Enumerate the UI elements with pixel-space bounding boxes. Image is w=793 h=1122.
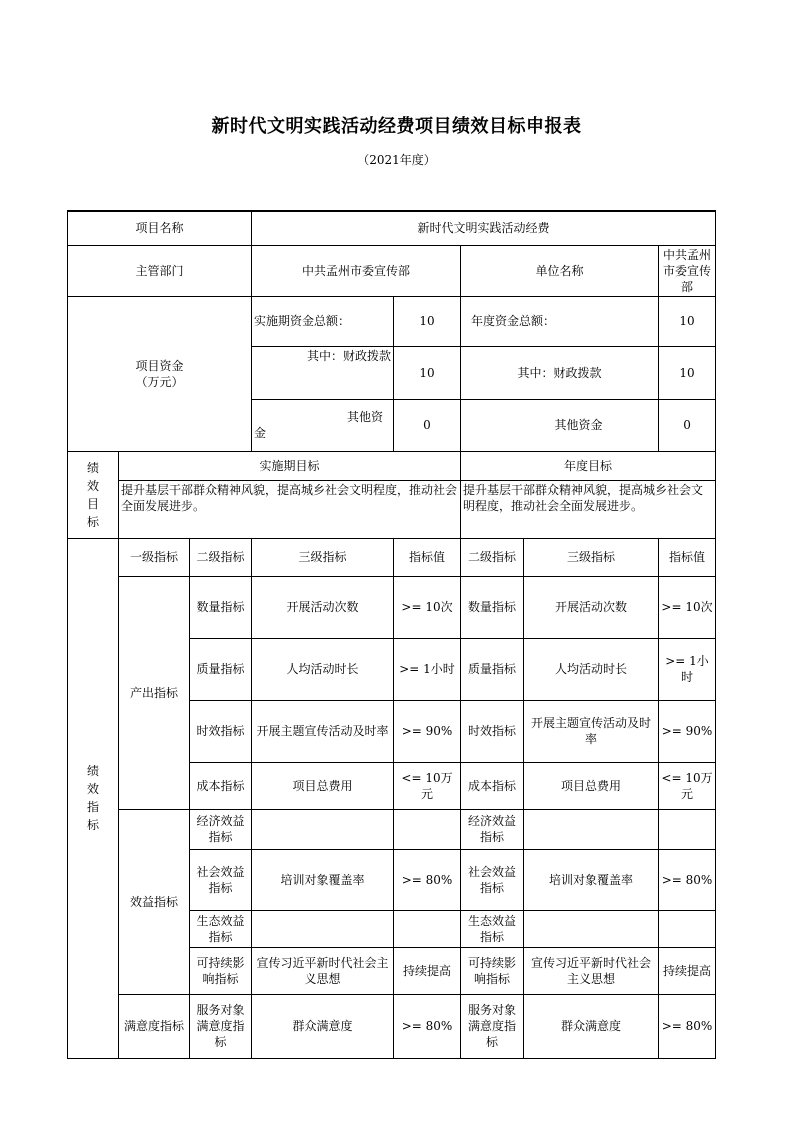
row-year-level2: 质量指标 — [461, 638, 524, 700]
year-total-label: 年度资金总额： — [461, 296, 659, 346]
year-goal-header: 年度目标 — [461, 451, 716, 480]
impl-total-value: 10 — [394, 296, 461, 346]
row-level2: 成本指标 — [190, 762, 252, 809]
row-value: >= 80% — [394, 994, 461, 1058]
performance-table — [67, 210, 716, 1059]
year-other-label: 其他资金 — [461, 399, 659, 451]
row-value — [394, 809, 461, 849]
goals-text-row — [68, 480, 716, 538]
project-name-row — [68, 211, 716, 245]
benefit-indicator-label: 效益指标 — [119, 809, 190, 994]
row-year-level2: 服务对象满意度指标 — [461, 994, 524, 1058]
row-level2: 生态效益指标 — [190, 910, 252, 947]
row-value — [394, 910, 461, 947]
year-other-value: 0 — [659, 399, 716, 451]
row-level2: 服务对象满意度指标 — [190, 994, 252, 1058]
indicators-label-char: 绩 — [86, 764, 99, 778]
indicators-label-char: 效 — [86, 782, 99, 796]
year-fiscal-value: 10 — [659, 346, 716, 399]
header-value: 指标值 — [394, 538, 461, 576]
funds-label: 项目资金 — [135, 358, 184, 373]
impl-goal-text: 提升基层干部群众精神风貌，提高城乡社会文明程度，推动社会全面发展进步。 — [119, 480, 461, 538]
row-year-value: >= 10次 — [659, 576, 716, 638]
row-year-value: >= 80% — [659, 849, 716, 910]
satisfaction-indicator-label: 满意度指标 — [119, 994, 190, 1058]
impl-other-label-b: 金 — [254, 426, 267, 440]
row-value: >= 1小时 — [394, 638, 461, 700]
row-year-level3: 宣传习近平新时代社会主义思想 — [524, 947, 659, 994]
row-level2: 数量指标 — [190, 576, 252, 638]
goals-label-char: 标 — [86, 514, 99, 529]
row-level3: 开展主题宣传活动及时率 — [252, 700, 394, 762]
impl-other-label-a: 其他资 — [346, 410, 383, 424]
row-year-level2: 数量指标 — [461, 576, 524, 638]
row-level2: 质量指标 — [190, 638, 252, 700]
year-goal-text: 提升基层干部群众精神风貌，提高城乡社会文明程度，推动社会全面发展进步。 — [461, 480, 716, 538]
row-year-value — [659, 910, 716, 947]
impl-fiscal-label: 其中：财政拨款 — [252, 346, 394, 399]
goals-label-char: 绩 — [86, 460, 99, 475]
funds-label-cell — [68, 296, 252, 451]
year-subtitle: （2021年度） — [357, 153, 436, 167]
row-year-value: >= 1小时 — [659, 638, 716, 700]
dept-value: 中共孟州市委宣传部 — [252, 245, 461, 296]
goals-label-char: 效 — [86, 478, 99, 493]
funds-unit: （万元） — [135, 374, 184, 389]
header-level1: 一级指标 — [119, 538, 190, 576]
funds-total-row — [68, 296, 716, 346]
row-year-level3: 项目总费用 — [524, 762, 659, 809]
table-row — [68, 809, 716, 849]
row-level3 — [252, 809, 394, 849]
header-year-level3: 三级指标 — [524, 538, 659, 576]
row-level2: 社会效益指标 — [190, 849, 252, 910]
header-level2: 二级指标 — [190, 538, 252, 576]
table-row — [68, 576, 716, 638]
goals-label — [68, 451, 119, 538]
row-level3: 项目总费用 — [252, 762, 394, 809]
row-year-level3: 人均活动时长 — [524, 638, 659, 700]
row-year-level3: 群众满意度 — [524, 994, 659, 1058]
unit-value: 中共孟州市委宣传部 — [659, 245, 716, 296]
indicators-header-row — [68, 538, 716, 576]
table-row — [68, 994, 716, 1058]
row-year-level3: 开展主题宣传活动及时率 — [524, 700, 659, 762]
row-value: >= 10次 — [394, 576, 461, 638]
page-title: 新时代文明实践活动经费项目绩效目标申报表 — [211, 116, 582, 137]
row-level3: 培训对象覆盖率 — [252, 849, 394, 910]
header-year-level2: 二级指标 — [461, 538, 524, 576]
row-level3: 宣传习近平新时代社会主义思想 — [252, 947, 394, 994]
header-level3: 三级指标 — [252, 538, 394, 576]
row-level2: 经济效益指标 — [190, 809, 252, 849]
goals-label-char: 目 — [86, 496, 99, 511]
impl-other-value: 0 — [394, 399, 461, 451]
dept-label: 主管部门 — [68, 245, 252, 296]
row-year-level3: 开展活动次数 — [524, 576, 659, 638]
row-year-level3 — [524, 910, 659, 947]
row-year-value: <= 10万元 — [659, 762, 716, 809]
row-level3 — [252, 910, 394, 947]
indicators-label-char: 标 — [86, 818, 99, 832]
row-level3: 开展活动次数 — [252, 576, 394, 638]
impl-fiscal-value: 10 — [394, 346, 461, 399]
output-indicator-label: 产出指标 — [119, 576, 190, 809]
row-year-value — [659, 809, 716, 849]
impl-other-label-cell — [252, 399, 394, 451]
row-value: 持续提高 — [394, 947, 461, 994]
row-year-level2: 成本指标 — [461, 762, 524, 809]
row-year-level3: 培训对象覆盖率 — [524, 849, 659, 910]
department-row — [68, 245, 716, 296]
row-level2: 可持续影响指标 — [190, 947, 252, 994]
year-total-value: 10 — [659, 296, 716, 346]
row-year-level2: 经济效益指标 — [461, 809, 524, 849]
project-name-label: 项目名称 — [68, 211, 252, 245]
row-value: >= 80% — [394, 849, 461, 910]
row-level3: 人均活动时长 — [252, 638, 394, 700]
header-year-value: 指标值 — [659, 538, 716, 576]
impl-total-label: 实施期资金总额： — [252, 296, 394, 346]
unit-label: 单位名称 — [461, 245, 659, 296]
row-level3: 群众满意度 — [252, 994, 394, 1058]
row-level2: 时效指标 — [190, 700, 252, 762]
goals-header-row — [68, 451, 716, 480]
indicators-label-char: 指 — [86, 800, 99, 814]
row-year-level2: 时效指标 — [461, 700, 524, 762]
row-year-level2: 生态效益指标 — [461, 910, 524, 947]
year-fiscal-label: 其中：财政拨款 — [461, 346, 659, 399]
row-year-value: 持续提高 — [659, 947, 716, 994]
project-name-value: 新时代文明实践活动经费 — [252, 211, 716, 245]
indicators-label — [68, 538, 119, 1058]
row-value: >= 90% — [394, 700, 461, 762]
row-year-value: >= 80% — [659, 994, 716, 1058]
impl-goal-header: 实施期目标 — [119, 451, 461, 480]
row-year-level2: 可持续影响指标 — [461, 947, 524, 994]
row-value: <= 10万元 — [394, 762, 461, 809]
row-year-level2: 社会效益指标 — [461, 849, 524, 910]
row-year-level3 — [524, 809, 659, 849]
row-year-value: >= 90% — [659, 700, 716, 762]
